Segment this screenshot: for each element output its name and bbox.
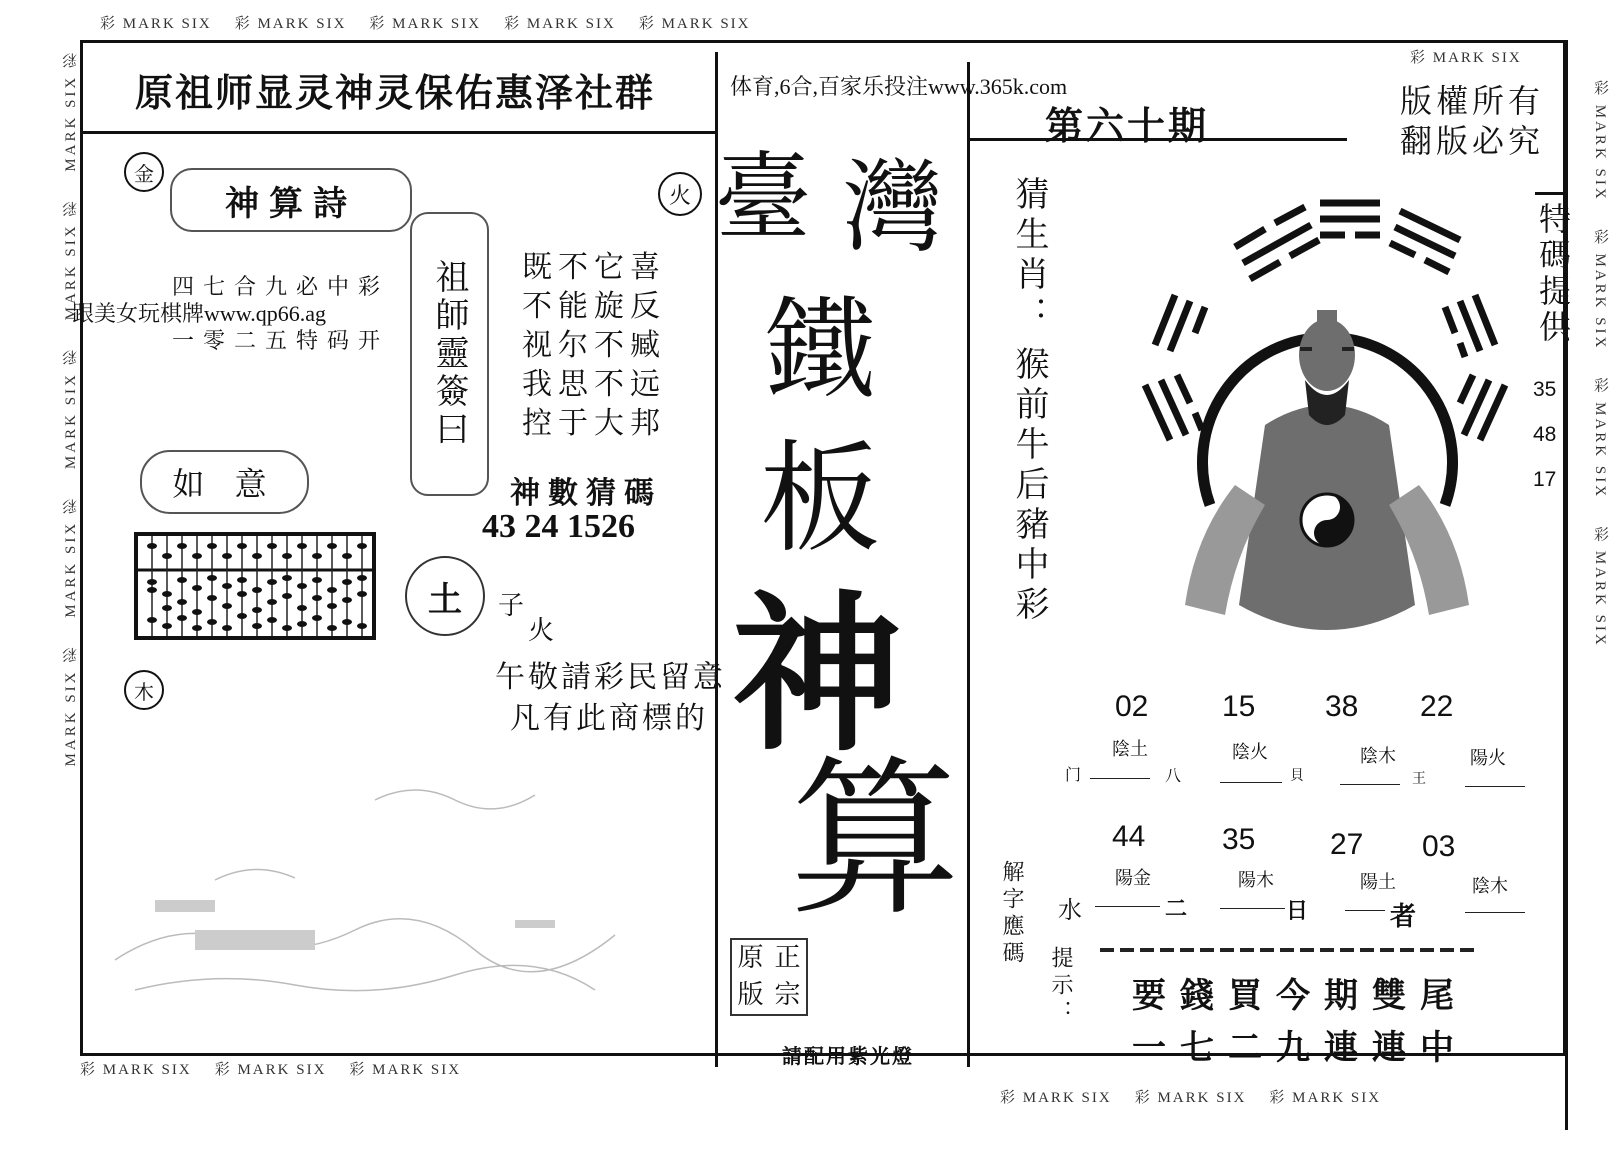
watermark-text: MARK SIX <box>1592 104 1608 202</box>
row2-char: 二 <box>1165 896 1188 922</box>
row1-number: 15 <box>1222 690 1256 723</box>
row1-tag: 陽火 <box>1470 748 1506 769</box>
row2-number: 03 <box>1422 830 1456 863</box>
row1-lead: 门 <box>1065 765 1082 784</box>
watermark-logo: 彩 <box>1592 80 1608 98</box>
watermark-text: MARK SIX <box>63 520 79 618</box>
poem-line: 不能旋反 <box>522 289 666 324</box>
footer-note: 請配用紫光燈 <box>782 1044 914 1068</box>
header-title: 原祖师显灵神灵保佑惠泽社群 <box>135 70 656 115</box>
hint-label: 提示： <box>1048 946 1073 1027</box>
row2-tag: 陽土 <box>1360 872 1396 893</box>
row1-tag: 陰火 <box>1232 742 1268 763</box>
watermark-logo: 彩 <box>63 644 79 663</box>
row1-char: 王 <box>1412 771 1426 787</box>
row2-line <box>1095 906 1160 907</box>
bagua-deity-illustration <box>1115 185 1515 675</box>
watermark-text: MARK SIX <box>1157 1090 1247 1106</box>
row2-line <box>1465 912 1525 913</box>
row1-number: 22 <box>1420 690 1454 723</box>
fire-badge: 火 <box>658 172 702 216</box>
gold-badge: 金 <box>124 152 164 192</box>
watermark-logo: 彩 <box>1592 526 1608 545</box>
issue-number: 第六十期 <box>1045 103 1210 148</box>
row2-lead: 水 <box>1058 896 1082 924</box>
watermark-text: MARK SIX <box>392 16 482 32</box>
copyright-line-2: 翻版必究 <box>1400 122 1545 160</box>
watermark-logo: 彩 <box>100 16 118 32</box>
hint-line-1: 要錢買今期雙尾 <box>1132 976 1468 1016</box>
watermark-text: MARK SIX <box>257 16 347 32</box>
watermark-logo: 彩 <box>1410 50 1428 66</box>
small-poem-line-1: 四七合九必中彩 <box>172 275 390 300</box>
ancestor-label: 祖師靈簽曰 <box>429 259 469 449</box>
watermark-logo: 彩 <box>1592 228 1608 247</box>
title-char-tai: 臺 <box>715 142 811 254</box>
watermark-logo: 彩 <box>214 1062 232 1078</box>
poem-line: 既不它喜 <box>522 250 666 285</box>
special-number: 35 <box>1533 378 1557 401</box>
special-label: 特碼提供 <box>1534 202 1572 346</box>
watermark-text: MARK SIX <box>1022 1090 1112 1106</box>
watermark-text: MARK SIX <box>63 223 79 321</box>
watermark-logo: 彩 <box>1134 1090 1152 1106</box>
watermark-logo: 彩 <box>504 16 522 32</box>
landscape-illustration <box>95 760 695 1020</box>
row2-number: 44 <box>1112 820 1146 853</box>
row2-tag: 陽金 <box>1115 868 1151 889</box>
watermark-text: MARK SIX <box>237 1062 327 1078</box>
watermark-right <box>1590 80 1611 648</box>
row1-tag: 陰木 <box>1360 746 1396 767</box>
stamp-char: 版 <box>737 980 764 1010</box>
row1-tag: 陰土 <box>1112 739 1148 760</box>
watermark-logo: 彩 <box>1269 1090 1287 1106</box>
right-edge-cap <box>1545 40 1565 43</box>
ancestor-box <box>410 212 489 496</box>
hint-line-2: 一七二九連連中 <box>1132 1028 1468 1068</box>
watermark-text: MARK SIX <box>372 1062 462 1078</box>
row1-line <box>1340 784 1400 785</box>
row2-number: 35 <box>1222 823 1256 856</box>
poem-line: 我思不远 <box>522 367 666 402</box>
watermark-logo: 彩 <box>80 1062 98 1078</box>
row2-line <box>1220 908 1285 909</box>
watermark-logo: 彩 <box>349 1062 367 1078</box>
hint-dash-rule <box>1100 948 1480 952</box>
watermark-text: MARK SIX <box>63 74 79 172</box>
row1-char: 八 <box>1165 766 1182 785</box>
ad-line: 跟美女玩棋牌www.qp66.ag <box>72 301 326 326</box>
row1-number: 02 <box>1115 690 1149 723</box>
row1-lead: 貝 <box>1290 768 1304 784</box>
special-number: 48 <box>1533 423 1557 446</box>
watermark-bottom-left <box>80 1058 461 1079</box>
title-char-tie: 鐵 <box>765 286 875 414</box>
zodiac-text: 猴前牛后豬中彩 <box>1009 346 1049 626</box>
watermark-logo: 彩 <box>369 16 387 32</box>
watermark-text: MARK SIX <box>63 669 79 767</box>
stamp-char: 正 <box>774 943 801 973</box>
watermark-logo: 彩 <box>63 198 79 217</box>
divider-middle-right <box>967 62 970 1067</box>
watermark-text: MARK SIX <box>661 16 751 32</box>
title-char-suan: 算 <box>790 741 961 939</box>
watermark-text: MARK SIX <box>1432 50 1522 66</box>
stamp-char: 宗 <box>774 980 801 1010</box>
watermark-logo: 彩 <box>638 16 656 32</box>
guess-label: 神數猜碼 <box>510 476 662 511</box>
row2-char: 日 <box>1286 898 1309 924</box>
watermark-logo: 彩 <box>63 50 79 68</box>
huo-char: 火 <box>528 616 555 646</box>
title-char-shen: 神 <box>732 575 903 775</box>
title-char-ban: 板 <box>760 430 880 569</box>
guess-numbers: 43 24 1526 <box>482 508 635 545</box>
special-number: 17 <box>1533 468 1557 491</box>
stamp-char: 原 <box>737 943 764 973</box>
row1-number: 38 <box>1325 690 1359 723</box>
watermark-logo: 彩 <box>63 496 79 515</box>
poem-title: 神算詩 <box>170 168 412 232</box>
watermark-text: MARK SIX <box>1592 253 1608 351</box>
watermark-top <box>100 12 751 33</box>
earth-badge: 土 <box>405 556 485 636</box>
watermark-text: MARK SIX <box>1592 402 1608 500</box>
row2-number: 27 <box>1330 828 1364 861</box>
watermark-left <box>60 50 81 766</box>
watermark-text: MARK SIX <box>102 1062 192 1078</box>
row1-line <box>1090 778 1150 779</box>
watermark-text: MARK SIX <box>1292 1090 1382 1106</box>
watermark-bottom-right <box>1000 1086 1381 1107</box>
poem-line: 视尔不臧 <box>522 328 666 363</box>
watermark-logo: 彩 <box>1000 1090 1018 1106</box>
row1-line <box>1220 782 1282 783</box>
decode-label: 解字應碼 <box>999 860 1024 968</box>
row2-line <box>1345 910 1385 911</box>
watermark-logo: 彩 <box>63 347 79 366</box>
authentic-stamp <box>730 938 808 1016</box>
watermark-text: MARK SIX <box>63 372 79 470</box>
poem-block <box>522 248 666 443</box>
row2-tag: 陽木 <box>1238 870 1274 891</box>
top-ad: 体育,6合,百家乐投注www.365k.com <box>730 74 1068 99</box>
row1-line <box>1465 786 1525 787</box>
watermark-text: MARK SIX <box>122 16 212 32</box>
row2-tag: 陰木 <box>1472 876 1508 897</box>
small-poem-line-2: 一零二五特码开 <box>172 329 390 354</box>
watermark-text: MARK SIX <box>526 16 616 32</box>
watermark-logo: 彩 <box>1592 377 1608 396</box>
poem-line: 控于大邦 <box>522 406 666 441</box>
notice-line-1: 午敬請彩民留意 <box>495 660 726 695</box>
row2-char: 者 <box>1390 902 1417 932</box>
ruyi-label: 如 意 <box>140 450 309 514</box>
wood-badge: 木 <box>124 670 164 710</box>
zodiac-label: 猜生肖： <box>1009 176 1049 336</box>
abacus-icon <box>134 532 376 640</box>
notice-line-2: 凡有此商標的 <box>510 701 708 736</box>
watermark-logo: 彩 <box>234 16 252 32</box>
zi-char: 子 <box>498 591 525 621</box>
copyright-line-1: 版權所有 <box>1400 82 1545 120</box>
title-char-wan: 灣 <box>843 149 943 266</box>
special-rule <box>1535 192 1565 195</box>
watermark-text: MARK SIX <box>1592 550 1608 648</box>
left-header-rule <box>80 131 717 134</box>
